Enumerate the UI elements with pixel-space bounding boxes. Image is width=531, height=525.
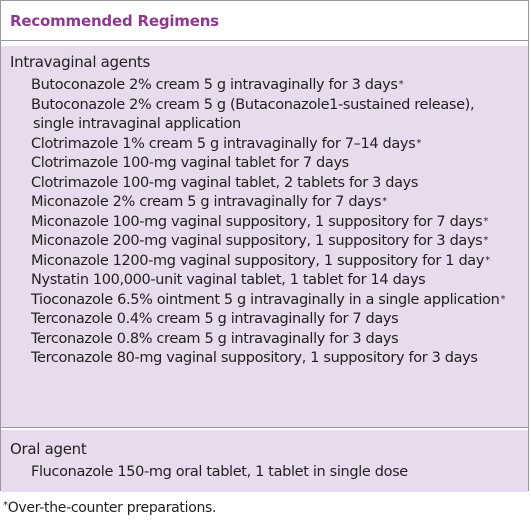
- oral-regimen-list: [31, 463, 408, 483]
- regimen-row: [31, 76, 505, 96]
- regimen-row: [31, 271, 505, 291]
- otc-asterisk: *: [382, 196, 387, 207]
- table-title: Recommended Regimens: [10, 12, 219, 30]
- regimen-text: Terconazole 0.4% cream 5 g intravaginally for 7 days: [31, 311, 399, 327]
- regimen-row: [31, 291, 505, 311]
- regimen-text: Miconazole 1200-mg vaginal suppository, 1 suppository for 1 day: [31, 252, 485, 269]
- regimen-row: [31, 330, 505, 350]
- oral-section-title: Oral agent: [10, 440, 87, 458]
- otc-asterisk: *: [500, 293, 506, 305]
- table-header: [1, 1, 528, 41]
- regimen-row: [31, 135, 505, 155]
- regimen-text: Clotrimazole 100-mg vaginal tablet, 2 tablets for 3 days: [31, 174, 419, 191]
- regimen-text: Butoconazole 2% cream 5 g intravaginally for 3 days: [31, 77, 398, 93]
- footnote-text: Over-the-counter preparations.: [7, 500, 217, 516]
- regimen-text: Terconazole 80-mg vaginal suppository, 1 suppository for 3 days: [31, 350, 478, 366]
- otc-asterisk: *: [483, 215, 489, 227]
- regimen-text: Nystatin 100,000-unit vaginal tablet, 1 tablet for 14 days: [31, 272, 426, 288]
- footnote: [2, 500, 216, 516]
- regimen-text: Butoconazole 2% cream 5 g (Butaconazole1-sustained release),: [31, 96, 475, 113]
- oral-section: [1, 430, 528, 492]
- regimen-text-continuation: single intravaginal application: [33, 116, 241, 132]
- regimen-text: Clotrimazole 1% cream 5 g intravaginally for 7–14 days: [31, 135, 416, 152]
- regimen-text: Miconazole 2% cream 5 g intravaginally for 7 days: [31, 194, 382, 210]
- intravaginal-section-title: Intravaginal agents: [10, 53, 151, 71]
- otc-asterisk: *: [483, 235, 489, 246]
- otc-asterisk: *: [485, 254, 490, 266]
- regimen-row: [31, 232, 505, 252]
- regimen-text: Clotrimazole 100-mg vaginal tablet for 7 days: [31, 155, 349, 171]
- regimen-row: [31, 154, 505, 174]
- regimen-row: [31, 174, 505, 194]
- regimen-row: [31, 349, 505, 369]
- regimen-row: [31, 193, 505, 213]
- otc-asterisk: *: [398, 79, 404, 90]
- footnote-mark: *: [3, 500, 8, 511]
- regimen-row: [31, 310, 505, 330]
- regimen-row: [31, 213, 505, 233]
- regimen-text: Fluconazole 150-mg oral tablet, 1 tablet in single dose: [31, 464, 408, 480]
- regimen-row: [31, 96, 505, 135]
- regimen-text: Miconazole 100-mg vaginal suppository, 1 suppository for 7 days: [31, 213, 483, 230]
- intravaginal-section: [1, 46, 528, 428]
- regimen-text: Terconazole 0.8% cream 5 g intravaginally for 3 days: [31, 330, 399, 347]
- regimen-row: [31, 252, 505, 272]
- intravaginal-regimen-list: [31, 76, 505, 369]
- regimen-text: Tioconazole 6.5% ointment 5 g intravaginally in a single application: [31, 291, 500, 308]
- otc-asterisk: *: [416, 137, 422, 149]
- regimen-text: Miconazole 200-mg vaginal suppository, 1 suppository for 3 days: [31, 233, 483, 249]
- regimen-row: [31, 463, 408, 483]
